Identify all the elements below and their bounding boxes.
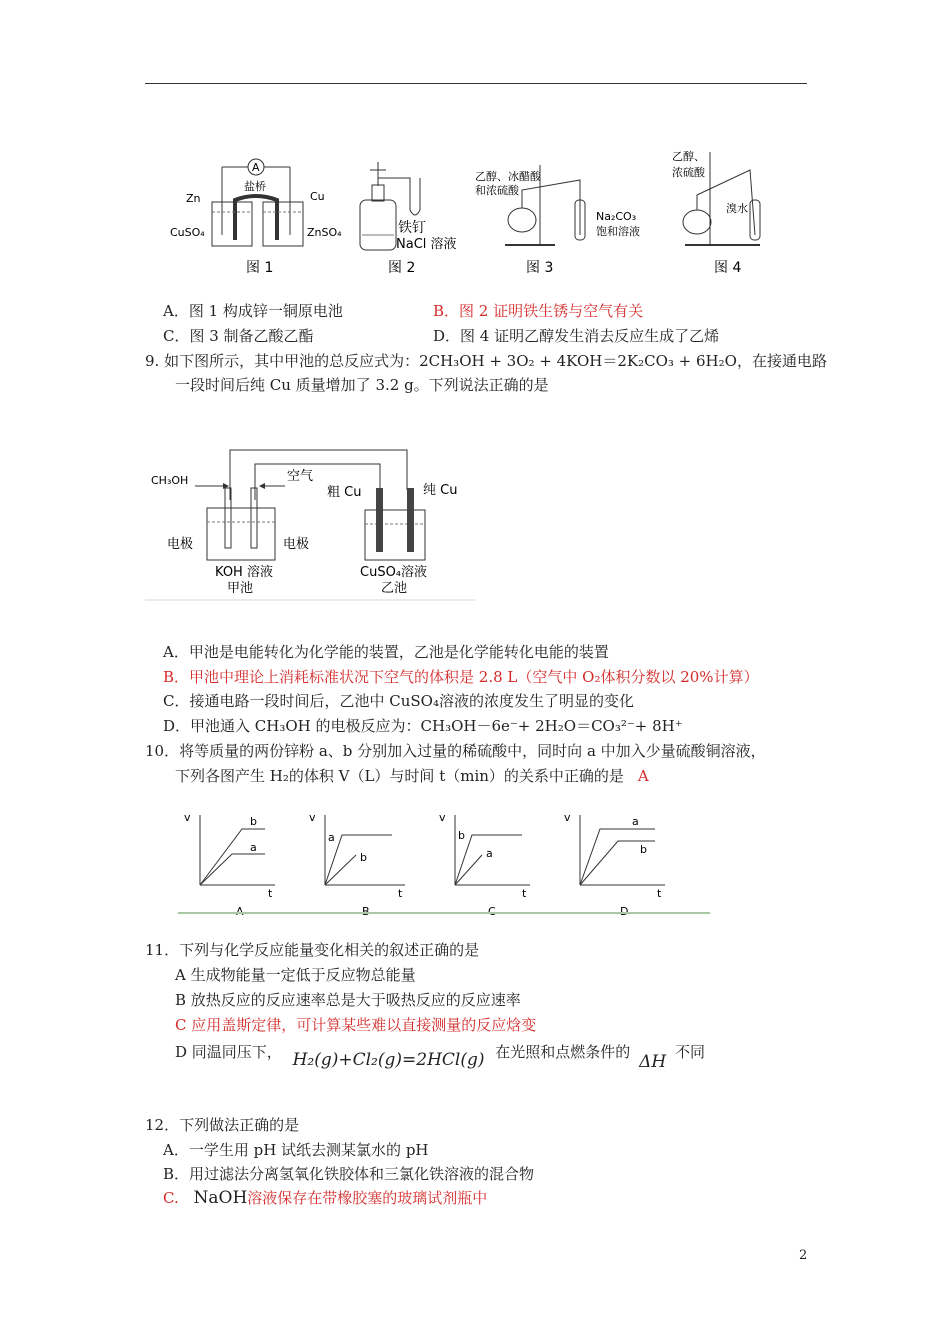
graph-d-t-label: t [657,887,662,900]
q10-graphs [170,805,715,920]
q11-option-b: B 放热反应的反应速率总是大于吸热反应的反应速率 [175,991,521,1009]
cuso4-label: CuSO₄ [170,226,205,239]
nacl-label: NaCl 溶液 [396,237,457,252]
graph-b-top-label: a [328,831,335,844]
q11-option-d-mid: 在光照和点燃条件的 [495,1043,631,1061]
q11-option-d [175,1042,705,1072]
q10-stem-text: 下列各图产生 H₂的体积 V（L）与时间 t（min）的关系中正确的是 [175,767,624,785]
electrode-right-label: 电极 [283,537,310,552]
graph-d-bottom-label: b [640,843,647,856]
cuso4-solution-label: CuSO₄溶液 [360,565,428,580]
cu-label: Cu [310,190,325,203]
fig4-bromine-label: 溴水 [726,202,748,215]
fig4-reagent-line2: 浓硫酸 [672,166,705,179]
graph-c-caption: C [488,905,496,918]
q8-option-c: C．图 3 制备乙酸乙酯 [163,327,314,345]
figure-2-caption: 图 2 [388,260,416,276]
fig3-reagent-line1: 乙醇、冰醋酸 [475,170,541,183]
graph-c-bottom-label: a [486,847,493,860]
fig3-reagent-right1: Na₂CO₃ [596,210,637,223]
q11-stem: 11．下列与化学反应能量变化相关的叙述正确的是 [145,941,480,959]
fig3-reagent-right2: 饱和溶液 [596,225,640,238]
q9-option-d: D．甲池通入 CH₃OH 的电极反应为：CH₃OH－6e⁻+ 2H₂O＝CO₃²⁻+ 8H⁺ [163,717,683,735]
iron-nail-label: 铁钉 [398,220,426,236]
q12-option-b: B．用过滤法分离氢氧化铁胶体和三氯化铁溶液的混合物 [163,1165,535,1183]
q10-stem-line2 [175,766,649,786]
q12-stem: 12．下列做法正确的是 [145,1116,300,1134]
znso4-label: ZnSO₄ [307,226,342,239]
graph-c-v-label: v [439,811,446,824]
figure-1-caption: 图 1 [246,260,274,276]
graph-a-v-label: v [184,811,191,824]
crude-cu-label: 粗 Cu [327,485,362,500]
electrode-left-label: 电极 [167,537,194,552]
q12-option-c-text: 溶液保存在带橡胶塞的玻璃试剂瓶中 [247,1189,488,1207]
graph-a-caption: A [236,905,244,918]
q11-option-a: A 生成物能量一定低于反应物总能量 [175,966,416,984]
figure-3 [475,165,640,276]
graph-b-v-label: v [309,811,316,824]
graph-a-bottom-label: a [250,841,257,854]
q9-option-b: B．甲池中理论上消耗标准状况下空气的体积是 2.8 L（空气中 O₂体积分数以 20%计算） [163,668,759,686]
q11-equation: H₂(g)+Cl₂(g)=2HCl(g) [292,1050,485,1070]
graph-b-bottom-label: b [360,851,367,864]
figure-1 [170,159,342,276]
salt-bridge-label: 盐桥 [244,180,266,193]
figure-2 [360,162,457,276]
q11-option-c: C 应用盖斯定律，可计算某些难以直接测量的反应焓变 [175,1016,537,1034]
q9-stem-line2: 一段时间后纯 Cu 质量增加了 3.2 g。下列说法正确的是 [175,376,549,394]
q12-option-c [163,1188,487,1208]
q9-option-a: A．甲池是电能转化为化学能的装置，乙池是化学能转化电能的装置 [163,643,609,661]
q8-option-b: B．图 2 证明铁生锈与空气有关 [433,302,644,320]
q11-option-d-post: 不同 [674,1043,705,1061]
graph-b [309,811,405,918]
graph-a-top-label: b [250,815,257,828]
graph-b-t-label: t [398,887,403,900]
koh-label: KOH 溶液 [215,565,273,580]
graph-a-t-label: t [268,887,273,900]
pure-cu-label: 纯 Cu [423,483,458,498]
header-rule [145,83,807,84]
graph-a [184,811,275,918]
q11-option-d-prefix: D 同温同压下， [175,1043,282,1061]
q8-option-d: D．图 4 证明乙醇发生消去反应生成了乙烯 [433,327,720,345]
q12-option-a: A．一学生用 pH 试纸去测某氯水的 pH [163,1141,429,1159]
q9-figure [145,440,480,605]
yi-pool-label: 乙池 [381,581,408,596]
q9-stem-line1: 9. 如下图所示，其中甲池的总反应式为：2CH₃OH + 3O₂ + 4KOH＝2K₂CO₃ + 6H₂O，在接通电路 [145,352,827,370]
q9-option-c: C．接通电路一段时间后，乙池中 CuSO₄溶液的浓度发生了明显的变化 [163,692,634,710]
page-number: 2 [799,1248,808,1263]
jia-pool-label: 甲池 [227,581,254,596]
graph-c [439,811,530,918]
ch3oh-label: CH₃OH [151,474,189,487]
q10-stem-line1: 10．将等质量的两份锌粉 a、b 分别加入过量的稀硫酸中，同时向 a 中加入少量硫酸铜溶液， [145,742,766,760]
graph-d-v-label: v [564,811,571,824]
figure-4 [672,149,760,276]
graph-d [564,811,665,918]
q8-option-a: A．图 1 构成锌一铜原电池 [163,302,343,320]
q10-answer: A [637,767,649,785]
graph-c-t-label: t [522,887,527,900]
apparatus-figures [160,140,780,280]
graph-b-caption: B [362,905,370,918]
fig4-reagent-line1: 乙醇、 [672,150,705,163]
ammeter-label: A [252,161,260,174]
q12-option-c-label: C. [163,1189,179,1207]
graph-d-top-label: a [632,815,639,828]
q12-option-c-naoh: NaOH [193,1188,248,1208]
q11-delta-h: ΔH [639,1052,667,1072]
graph-c-top-label: b [458,829,465,842]
figure-3-caption: 图 3 [526,260,554,276]
figure-4-caption: 图 4 [714,260,742,276]
graph-d-caption: D [620,905,629,918]
zn-label: Zn [186,192,201,205]
air-label: 空气 [287,469,314,484]
fig3-reagent-line2: 和浓硫酸 [475,184,519,197]
